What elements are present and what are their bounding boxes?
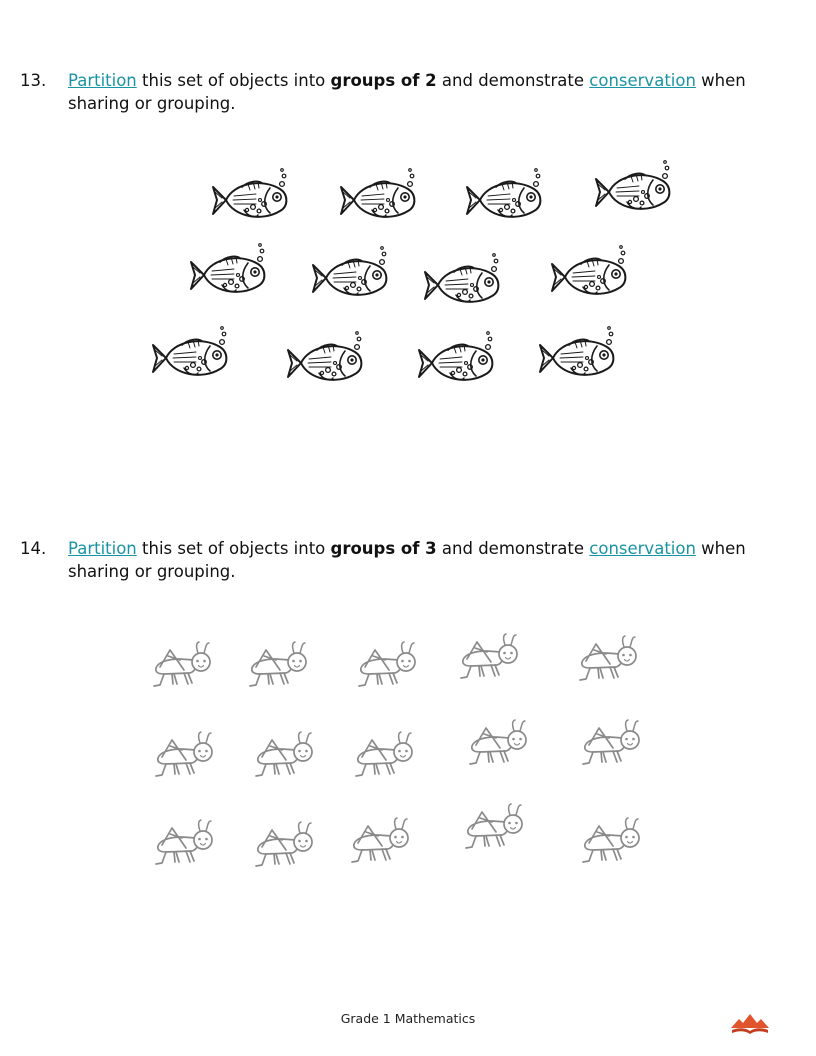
grasshopper-icon <box>250 642 306 686</box>
fish-icon <box>552 246 625 294</box>
grasshopper-icon <box>154 642 210 686</box>
partition-link[interactable]: Partition <box>68 539 137 558</box>
question-text-part: this set of objects into <box>136 71 331 90</box>
group-size-phrase: groups of 2 <box>330 71 437 90</box>
fish-icon <box>425 254 498 302</box>
grasshopper-icon <box>256 822 312 866</box>
grasshopper-icon <box>580 636 636 680</box>
fish-icon <box>596 161 669 209</box>
conservation-link[interactable]: conservation <box>589 71 696 90</box>
conservation-link[interactable]: conservation <box>589 539 696 558</box>
footer-title: Grade 1 Mathematics <box>340 1011 476 1026</box>
grasshopper-group <box>154 634 639 866</box>
group-size-phrase: groups of 3 <box>330 539 437 558</box>
fish-icon <box>419 332 492 380</box>
grasshopper-icon <box>156 820 212 864</box>
question-text-part: this set of objects into <box>136 539 331 558</box>
partition-link[interactable]: Partition <box>68 71 137 90</box>
grasshopper-icon <box>461 634 517 678</box>
fish-icon <box>153 327 226 375</box>
grasshopper-icon <box>356 732 412 776</box>
question-text-part: when sharing or grouping. <box>68 539 746 581</box>
question-text-part: when sharing or grouping. <box>68 71 746 113</box>
question-text-part: and demonstrate <box>436 71 590 90</box>
fish-icon <box>341 169 414 217</box>
grasshopper-icon <box>583 818 639 862</box>
grasshopper-icon <box>466 804 522 848</box>
grasshopper-icon <box>583 720 639 764</box>
question-number: 14. <box>20 539 47 558</box>
question-number: 13. <box>20 71 47 90</box>
fish-group <box>153 161 669 380</box>
grasshopper-icon <box>470 720 526 764</box>
fish-icon <box>540 327 613 375</box>
mountain-book-logo-icon <box>730 1012 770 1036</box>
question-text-part: and demonstrate <box>436 539 590 558</box>
grasshopper-icon <box>359 642 415 686</box>
fish-icon <box>288 332 361 380</box>
fish-icon <box>467 169 540 217</box>
fish-icon <box>191 244 264 292</box>
grasshopper-icon <box>256 732 312 776</box>
fish-icon <box>213 169 286 217</box>
grasshopper-icon <box>352 818 408 862</box>
fish-icon <box>313 247 386 295</box>
grasshopper-icon <box>156 732 212 776</box>
